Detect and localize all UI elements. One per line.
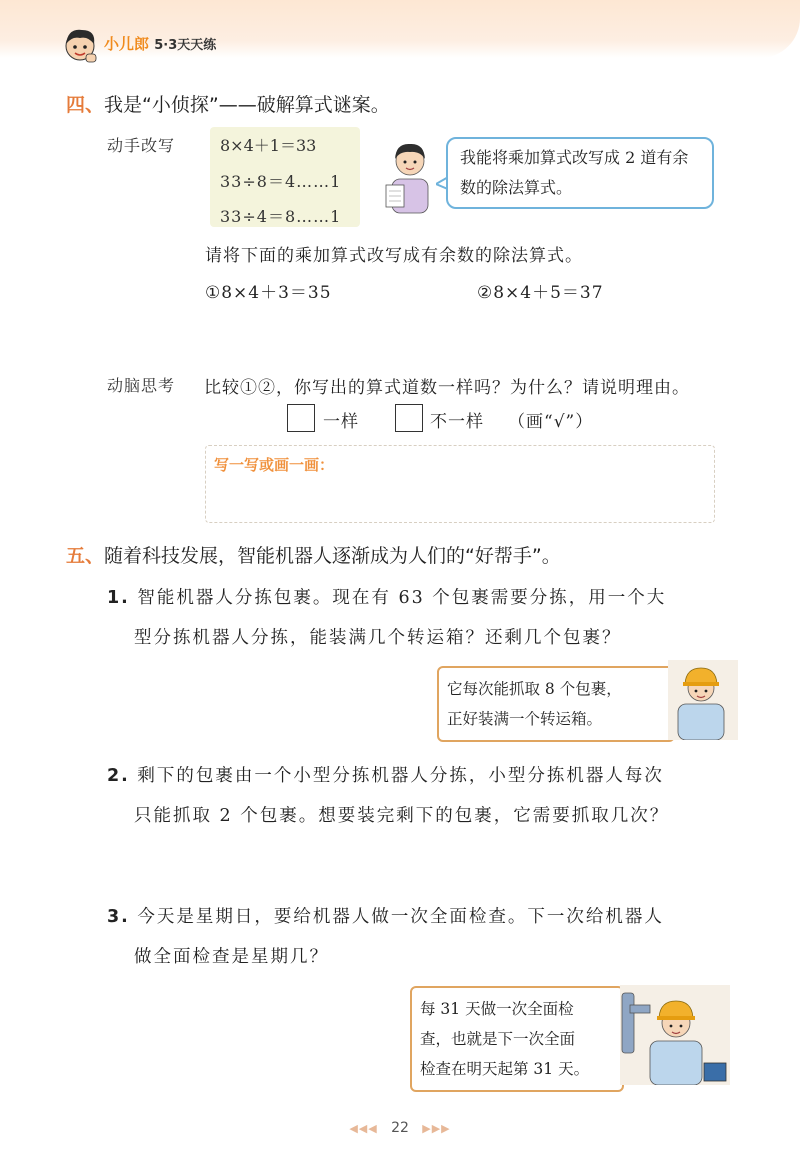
exercise-equation-1: ①8×4＋3＝35 bbox=[205, 283, 332, 303]
option-different-label: 不一样 bbox=[430, 412, 484, 432]
section5-title: 随着科技发展，智能机器人逐渐成为人们的“好帮手”。 bbox=[104, 545, 561, 567]
robot-hint-bubble bbox=[437, 666, 675, 742]
section5-number: 五、 bbox=[66, 545, 105, 567]
checkbox-same[interactable] bbox=[287, 404, 315, 432]
footer-left-arrows: ◀◀◀ bbox=[349, 1122, 378, 1135]
worker-illustration-2 bbox=[620, 985, 730, 1085]
example-equation-3: 33÷4＝8……1 bbox=[220, 207, 342, 226]
brand-title bbox=[104, 33, 216, 54]
question-3-number: 3. bbox=[107, 907, 130, 927]
write-area-label: 写一写或画一画： bbox=[214, 456, 335, 474]
footer-right-arrows: ▶▶▶ bbox=[422, 1122, 451, 1135]
option-same-label: 一样 bbox=[323, 412, 359, 432]
brand-series: 5·3天天练 bbox=[154, 38, 217, 53]
think-question: 比较①②，你写出的算式道数一样吗？为什么？请说明理由。 bbox=[204, 378, 690, 398]
robot-hint-line-2: 正好装满一个转运箱。 bbox=[447, 710, 603, 728]
checkup-hint-line-2: 查，也就是下一次全面 bbox=[420, 1030, 576, 1048]
boy-illustration bbox=[382, 135, 438, 215]
section4-title: 我是“小侦探”——破解算式谜案。 bbox=[104, 94, 390, 116]
hint-speech-bubble: 我能将乘加算式改写成 2 道有余数的除法算式。 bbox=[446, 137, 714, 209]
checkbox-different[interactable] bbox=[395, 404, 423, 432]
robot-hint-line-1: 它每次能抓取 8 个包裹， bbox=[447, 680, 622, 698]
question-3-line-1: 今天是星期日，要给机器人做一次全面检查。下一次给机器人 bbox=[137, 907, 664, 927]
brand-name: 小儿郎 bbox=[104, 35, 150, 53]
section5-heading bbox=[66, 541, 561, 568]
mascot-logo bbox=[58, 22, 102, 66]
question-2-line-2: 只能抓取 2 个包裹。想要装完剩下的包裹，它需要抓取几次？ bbox=[134, 806, 670, 826]
think-tag: 动脑思考 bbox=[107, 376, 176, 395]
worker-illustration-1 bbox=[668, 660, 738, 740]
example-equation-2: 33÷8＝4……1 bbox=[220, 172, 342, 191]
question-1-line-2: 型分拣机器人分拣，能装满几个转运箱？还剩几个包裹？ bbox=[134, 628, 622, 648]
rewrite-instruction: 请将下面的乘加算式改写成有余数的除法算式。 bbox=[205, 246, 583, 266]
question-1-line-1: 智能机器人分拣包裹。现在有 63 个包裹需要分拣，用一个大 bbox=[137, 588, 667, 608]
example-equation-1: 8×4＋1＝33 bbox=[220, 136, 317, 155]
question-1 bbox=[107, 578, 666, 618]
checkup-hint-bubble bbox=[410, 986, 624, 1092]
question-2-number: 2. bbox=[107, 766, 130, 786]
question-2 bbox=[107, 756, 664, 796]
section4-heading bbox=[66, 90, 390, 117]
checkup-hint-line-1: 每 31 天做一次全面检 bbox=[420, 1000, 574, 1018]
rewrite-tag: 动手改写 bbox=[107, 136, 176, 155]
question-1-number: 1. bbox=[107, 588, 130, 608]
question-3-line-2: 做全面检查是星期几？ bbox=[134, 947, 329, 967]
option-hint: （画“√”） bbox=[508, 412, 594, 432]
question-2-line-1: 剩下的包裹由一个小型分拣机器人分拣，小型分拣机器人每次 bbox=[137, 766, 664, 786]
checkup-hint-line-3: 检查在明天起第 31 天。 bbox=[420, 1060, 590, 1078]
section4-number: 四、 bbox=[66, 94, 105, 116]
question-3 bbox=[107, 897, 664, 937]
page-number: 22 bbox=[391, 1120, 409, 1136]
exercise-equation-2: ②8×4＋5＝37 bbox=[477, 283, 604, 303]
page-footer bbox=[0, 1120, 800, 1136]
